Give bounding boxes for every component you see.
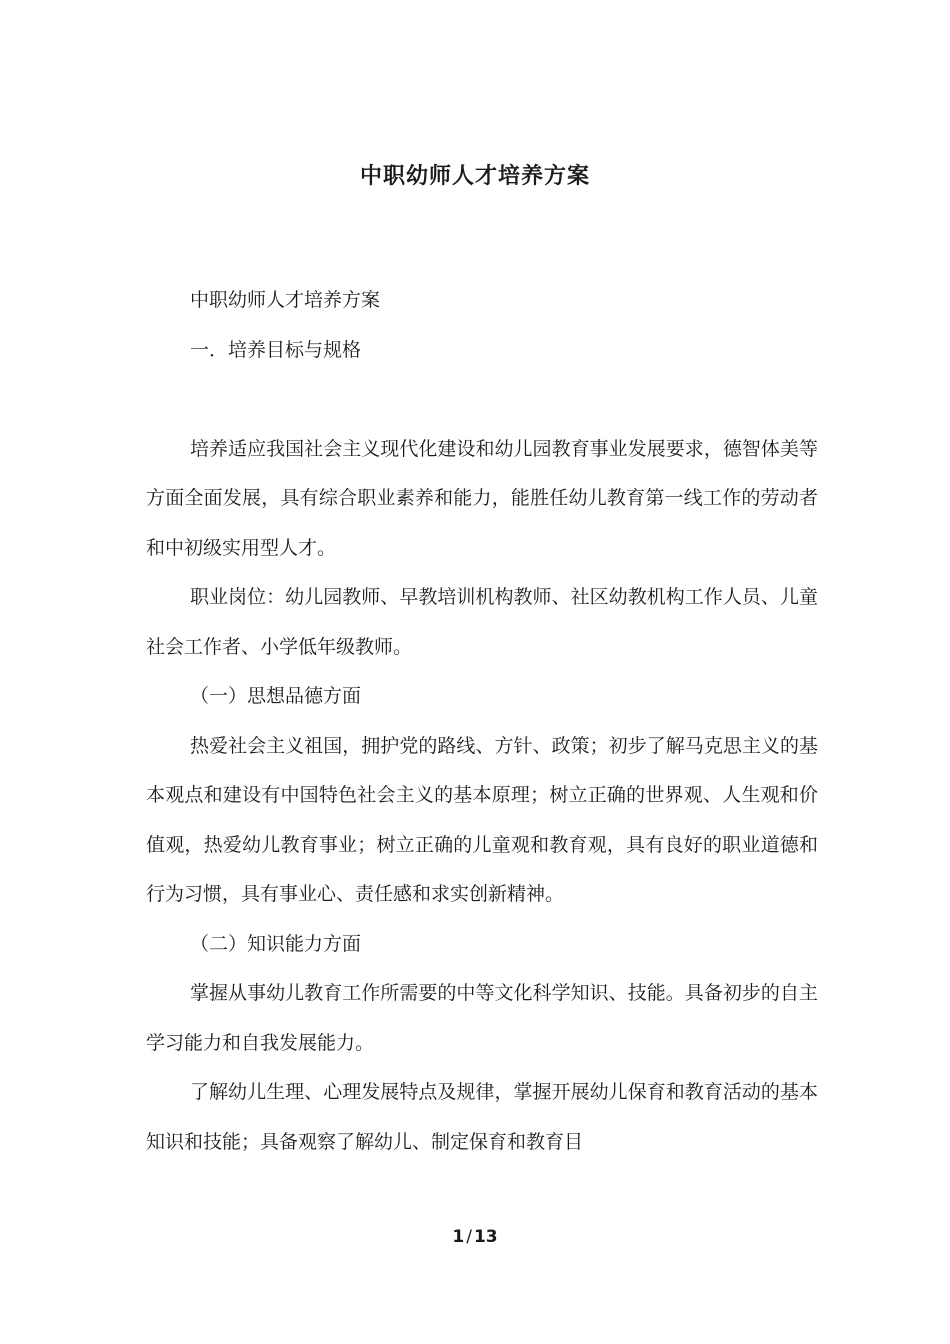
paragraph-knowledge: 掌握从事幼儿教育工作所需要的中等文化科学知识、技能。具备初步的自主学习能力和自我发展能力。 — [146, 982, 818, 1054]
current-page: 1 — [452, 1227, 465, 1247]
blank-line — [146, 375, 818, 425]
subheading-morality: （一）思想品德方面 — [190, 685, 362, 707]
document-title: 中职幼师人才培养方案 — [359, 164, 590, 189]
page-number — [0, 1222, 950, 1252]
paragraph-goal: 培养适应我国社会主义现代化建设和幼儿园教育事业发展要求，德智体美等方面全面发展，具有综合职业素养和能力，能胜任幼儿教育第一线工作的劳动者和中初级实用型人才。 — [146, 437, 818, 559]
document-body — [146, 276, 818, 1167]
page-separator: / — [466, 1227, 472, 1247]
subheading-knowledge: （二）知识能力方面 — [190, 932, 362, 955]
paragraph-morality: 热爱社会主义祖国，拥护党的路线、方针、政策；初步了解马克思主义的基本观点和建设有中国特色社会主义的基本原理；树立正确的世界观、人生观和价值观，热爱幼儿教育事业；树立正确的儿童观和教育观，具有良好的职业道德和行为习惯，具有事业心、责任感和求实创新精神。 — [146, 734, 818, 905]
paragraph-positions: 职业岗位：幼儿园教师、早教培训机构教师、社区幼教机构工作人员、儿童社会工作者、小学低年级教师。 — [146, 586, 818, 658]
section-heading-1: 一．培养目标与规格 — [190, 338, 362, 361]
total-pages: 13 — [473, 1227, 498, 1247]
paragraph-development: 了解幼儿生理、心理发展特点及规律，掌握开展幼儿保育和教育活动的基本知识和技能；具备观察了解幼儿、制定保育和教育目 — [146, 1081, 818, 1153]
paragraph-heading: 中职幼师人才培养方案 — [190, 289, 381, 311]
